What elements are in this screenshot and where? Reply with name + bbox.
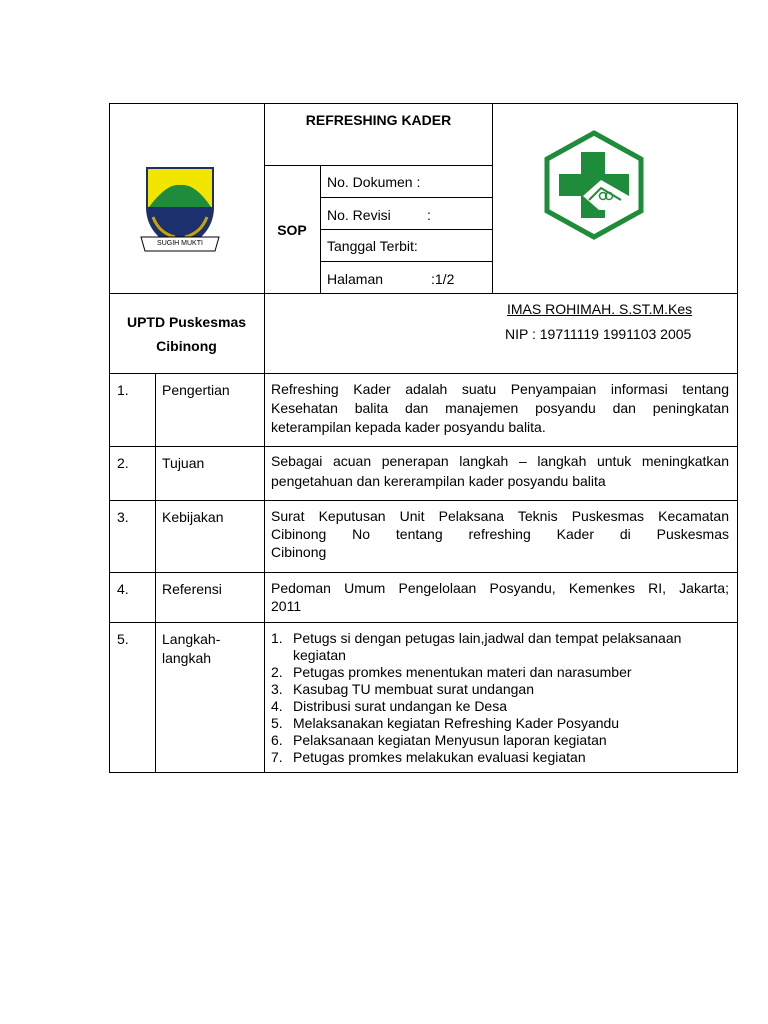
content-line: 2011 [271, 598, 302, 614]
section-content-pengertian [271, 381, 729, 437]
field-no-revisi: No. Revisi [327, 207, 391, 223]
section-label-langkah-2: langkah [162, 650, 212, 666]
step-text: Kasubag TU membuat surat undangan [293, 681, 535, 697]
step-number: 3. [271, 681, 283, 697]
section-number: 3. [117, 509, 129, 525]
list-item [271, 715, 731, 732]
list-item [271, 749, 731, 766]
content-line: keterampilan kepada kader posyandu balita. [271, 419, 546, 435]
steps-list [271, 630, 731, 766]
list-item [271, 664, 731, 681]
signatory-name: IMAS ROHIMAH. S.ST.M.Kes [507, 301, 693, 317]
institution-line1: UPTD Puskesmas [126, 314, 247, 330]
content-line: Pedoman Umum Pengelolaan Posyandu, Kemenkes RI, Jakarta; [271, 580, 729, 596]
content-line: Surat Keputusan Unit Pelaksana Teknis Puskesmas Kecamatan [271, 508, 729, 524]
field-tanggal-terbit: Tanggal Terbit: [327, 238, 418, 254]
signatory-nip: NIP : 19711119 1991103 2005 [505, 326, 692, 342]
step-number: 2. [271, 664, 283, 680]
section-content-referensi [271, 580, 729, 616]
institution-line2: Cibinong [156, 338, 217, 354]
step-text: Petugas promkes melakukan evaluasi kegiatan [293, 749, 586, 765]
section-number: 4. [117, 581, 129, 597]
section-label-tujuan: Tujuan [162, 455, 205, 471]
step-number: 7. [271, 749, 283, 765]
step-number: 6. [271, 732, 283, 748]
content-line: Sebagai acuan penerapan langkah – langkah untuk meningkatkan [271, 453, 729, 469]
step-text: Pelaksanaan kegiatan Menyusun laporan kegiatan [293, 732, 607, 748]
field-halaman-value: :1/2 [431, 271, 455, 287]
sop-label: SOP [277, 222, 307, 238]
section-label-referensi: Referensi [162, 581, 222, 597]
step-number: 5. [271, 715, 283, 731]
step-number: 4. [271, 698, 283, 714]
section-number: 1. [117, 382, 129, 398]
step-text: Distribusi surat undangan ke Desa [293, 698, 508, 714]
field-halaman: Halaman [327, 271, 384, 287]
section-label-pengertian: Pengertian [162, 382, 230, 398]
section-number: 2. [117, 455, 129, 471]
list-item [271, 681, 731, 698]
section-label-kebijakan: Kebijakan [162, 509, 224, 525]
step-text: Petugs si dengan petugas lain,jadwal dan tempat pelaksanaan kegiatan [293, 630, 682, 663]
list-item [271, 732, 731, 749]
content-line: Kesehatan balita dan manajemen posyandu dan peningkatan [271, 400, 729, 416]
list-item [271, 630, 731, 664]
list-item [271, 698, 731, 715]
field-no-revisi-value: : [427, 207, 431, 223]
field-no-dokumen: No. Dokumen : [327, 174, 421, 190]
content-line: Cibinong [271, 544, 327, 560]
content-line: pengetahuan dan kererampilan kader posyandu balita [271, 473, 606, 489]
document-title: REFRESHING KADER [305, 112, 452, 128]
step-text: Petugas promkes menentukan materi dan narasumber [293, 664, 632, 680]
step-text: Melaksanakan kegiatan Refreshing Kader Posyandu [293, 715, 620, 731]
section-content-kebijakan [271, 508, 729, 562]
content-line: Refreshing Kader adalah suatu Penyampaian informasi tentang [271, 381, 729, 397]
puskesmas-logo [543, 130, 645, 240]
section-number: 5. [117, 631, 129, 647]
section-content-tujuan [271, 453, 729, 491]
content-line: Cibinong No tentang refreshing Kader di Puskesmas [271, 526, 729, 542]
section-label-langkah: Langkah- [162, 631, 221, 647]
emblem-banner-text: SUGIH MUKTI [157, 240, 203, 247]
step-number: 1. [271, 630, 283, 646]
